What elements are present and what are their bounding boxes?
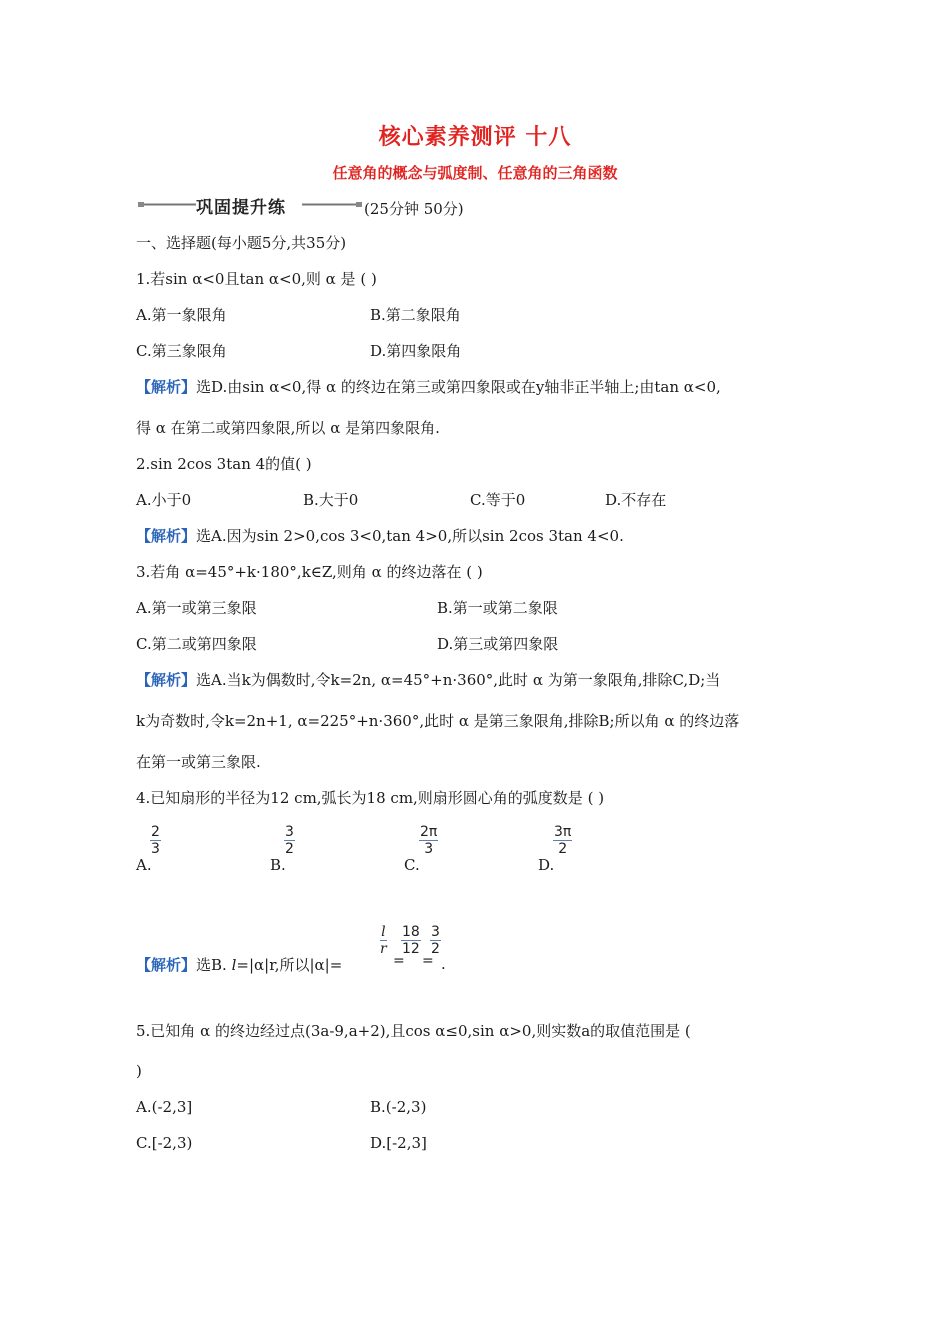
q4-option-d-label: D.: [538, 856, 555, 874]
q4-option-c-label: C.: [404, 856, 420, 874]
fraction-denominator: r: [380, 941, 387, 957]
q2-explanation: [136, 526, 624, 546]
q2-option-b: B.大于0: [303, 491, 359, 509]
q1-stem: 1.若sin α<0且tan α<0,则 α 是 ( ): [136, 270, 377, 288]
fraction-denominator: 3: [151, 841, 160, 857]
q1-explanation-line2: 得 α 在第二或第四象限,所以 α 是第四象限角.: [136, 419, 440, 437]
q4-exp-fraction-2: [401, 924, 421, 957]
fraction-numerator: 18: [402, 924, 420, 940]
q3-option-d: D.第三或第四象限: [437, 635, 559, 653]
q5-option-a: A.(-2,3]: [136, 1098, 193, 1116]
q5-stem: 5.已知角 α 的终边经过点(3a-9,a+2),且cos α≤0,sin α>0,则实数a的取值范围是 (: [136, 1022, 691, 1040]
section-timing: (25分钟 50分): [364, 200, 464, 218]
q2-explanation-line1: 选A.因为sin 2>0,cos 3<0,tan 4>0,所以sin 2cos 3tan 4<0.: [196, 527, 624, 545]
q4-explanation: [136, 955, 342, 975]
q3-explanation: [136, 670, 720, 690]
fraction-numerator: l: [381, 924, 386, 940]
q5-option-b: B.(-2,3): [370, 1098, 427, 1116]
q2-stem: 2.sin 2cos 3tan 4的值( ): [136, 455, 312, 473]
q5-option-c: C.[-2,3): [136, 1134, 193, 1152]
q4-exp-equals-1: =: [393, 953, 405, 969]
q4-option-d-fraction: [553, 824, 572, 857]
analysis-tag: 【解析】: [136, 671, 197, 689]
section-label: 巩固提升练: [196, 198, 286, 218]
fraction-denominator: 2: [285, 841, 294, 857]
analysis-tag: 【解析】: [136, 527, 197, 545]
q1-option-b: B.第二象限角: [370, 306, 461, 324]
fraction-numerator: 2: [151, 824, 160, 840]
q4-explanation-l: l: [231, 956, 237, 974]
q5-option-d: D.[-2,3]: [370, 1134, 427, 1152]
q2-option-c: C.等于0: [470, 491, 526, 509]
q4-exp-period: .: [441, 955, 446, 973]
q3-stem: 3.若角 α=45°+k·180°,k∈Z,则角 α 的终边落在 ( ): [136, 563, 483, 581]
fraction-denominator: 12: [402, 941, 420, 957]
section-right-line-icon: [302, 193, 364, 217]
q5-stem-continued: ): [136, 1062, 142, 1080]
q4-exp-fraction-1: [380, 924, 387, 957]
q4-option-a-label: A.: [136, 856, 152, 874]
fraction-numerator: 3: [431, 924, 440, 940]
q4-option-c-fraction: [419, 824, 438, 857]
q3-explanation-line3: 在第一或第三象限.: [136, 753, 261, 771]
part-heading: 一、选择题(每小题5分,共35分): [136, 234, 347, 252]
page-title: 核心素养测评 十八: [378, 125, 572, 150]
q4-exp-equals-2: =: [422, 953, 434, 969]
q4-stem: 4.已知扇形的半径为12 cm,弧长为18 cm,则扇形圆心角的弧度数是 ( ): [136, 789, 605, 807]
q3-option-a: A.第一或第三象限: [136, 599, 257, 617]
fraction-denominator: 3: [424, 841, 434, 857]
q4-explanation-mid: =|α|r,所以|α|=: [236, 956, 343, 974]
analysis-tag: 【解析】: [136, 378, 197, 396]
analysis-tag: 【解析】: [136, 956, 197, 974]
fraction-numerator: 2π: [420, 824, 438, 840]
fraction-numerator: 3π: [554, 824, 572, 840]
q4-option-b-label: B.: [270, 856, 286, 874]
q1-option-c: C.第三象限角: [136, 342, 227, 360]
q3-option-b: B.第一或第二象限: [437, 599, 558, 617]
fraction-denominator: 2: [558, 841, 568, 857]
q2-option-a: A.小于0: [136, 491, 192, 509]
fraction-denominator: 2: [431, 941, 440, 957]
q4-option-a-fraction: [150, 824, 161, 857]
q2-option-d: D.不存在: [605, 491, 667, 509]
q4-explanation-prefix: 选B.: [196, 956, 232, 974]
fraction-numerator: 3: [285, 824, 294, 840]
page-subtitle: 任意角的概念与弧度制、任意角的三角函数: [332, 164, 618, 182]
q3-explanation-line2: k为奇数时,令k=2n+1, α=225°+n·360°,此时 α 是第三象限角,排除B;所以角 α 的终边落: [136, 712, 740, 730]
q3-explanation-line1: 选A.当k为偶数时,令k=2n, α=45°+n·360°,此时 α 为第一象限角,排除C,D;当: [196, 671, 721, 689]
q1-explanation-line1: 选D.由sin α<0,得 α 的终边在第三或第四象限或在y轴非正半轴上;由tan α<0,: [196, 378, 721, 396]
section-left-line-icon: [138, 193, 198, 217]
q1-option-a: A.第一象限角: [136, 306, 227, 324]
q4-exp-fraction-3: [430, 924, 441, 957]
q1-explanation: [136, 377, 721, 397]
q4-option-b-fraction: [284, 824, 295, 857]
q3-option-c: C.第二或第四象限: [136, 635, 257, 653]
q1-option-d: D.第四象限角: [370, 342, 462, 360]
